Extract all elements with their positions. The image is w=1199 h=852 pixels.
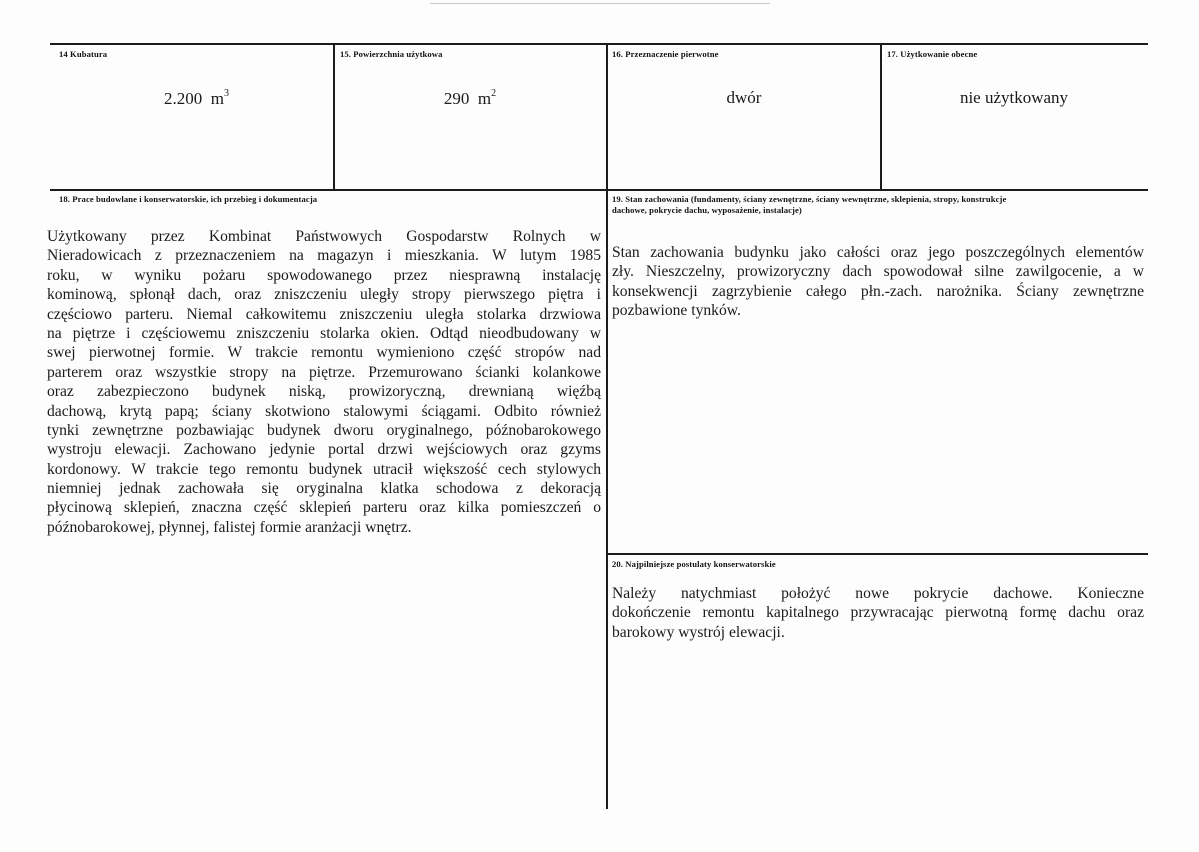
section-18-label: 18. Prace budowlane i konserwatorskie, ich przebieg i dokumentacja — [59, 194, 318, 204]
divider-15-16 — [606, 43, 608, 809]
section-19-line: Stan zachowania budynku jako całości oraz jego poszczególnych elementów — [612, 244, 1144, 261]
field-14-label: 14 Kubatura — [59, 49, 108, 59]
section-18-line: częściowo parteru. Niemal całkowitemu zniszczeniu uległa stolarka drzwiowa — [47, 305, 601, 323]
section-19-line: pozbawione tynków. — [612, 302, 741, 320]
field-15-unit-exponent: 2 — [491, 88, 497, 99]
field-17-value: nie użytkowany — [959, 88, 1069, 107]
section-18-line: roku, w wyniku pożaru spowodowanego przez niesprawną instalację — [47, 266, 601, 284]
section-18-line: Nieradowicach z przeznaczeniem na magazyn i mieszkania. W lutym 1985 — [47, 247, 601, 265]
section-18-line: swej pierwotnej formie. W trakcie remontu wymieniono część stropów nad — [47, 344, 601, 362]
top-rule — [50, 43, 1148, 45]
section-20-line: dokończenie remontu kapitalnego przywracając pierwotną formę dachu oraz — [612, 604, 1144, 622]
divider-14-15 — [333, 43, 335, 190]
field-14-unit: m — [210, 89, 224, 108]
field-17-label: 17. Użytkowanie obecne — [887, 49, 978, 59]
section-18-line: kominową, spłonął dach, oraz zniszczeniu uległy stropy pierwszego piętra i — [47, 286, 601, 304]
section-19-body — [612, 243, 1144, 321]
section-18-line: tynki zewnętrzne pozbawiając budynek dworu oryginalnego, późnobarokowego — [47, 421, 601, 439]
field-15-unit: m — [477, 89, 492, 108]
rule-20 — [607, 553, 1148, 555]
mid-rule — [50, 189, 1148, 191]
section-18-line: późnobarokowej, płynnej, falistej formie aranżacji wnętrz. — [47, 518, 412, 536]
section-19-label-line2: dachowe, pokrycie dachu, wyposażenie, instalacje) — [612, 205, 802, 215]
section-18-line: wystroju elewacji. Zachowano jedynie portal drzwi wejściowych oraz gzyms — [47, 441, 601, 459]
field-16-value: dwór — [726, 88, 762, 107]
section-18-body — [47, 227, 601, 537]
section-18-line: kordonowy. W trakcie tego remontu budynek utracił większość cech stylowych — [47, 460, 601, 478]
section-20-label: 20. Najpilniejsze postulaty konserwatorskie — [612, 559, 776, 569]
section-18-line: na piętrze i częściowemu zniszczeniu stolarka okien. Odtąd nieodbudowany w — [47, 324, 601, 342]
section-19-label-line1: 19. Stan zachowania (fundamenty, ściany zewnętrzne, ściany wewnętrzne, sklepienia, stropy, konstrukcje — [612, 194, 1007, 204]
section-18-line: parterem oraz wszystkie stropy na piętrze. Przemurowano ścianki kolankowe — [47, 363, 601, 381]
field-14-number: 2.200 — [164, 89, 203, 108]
section-18-line: płycinową sklepień, znaczna część sklepień parteru oraz kilka pomieszczeń o — [47, 499, 601, 517]
section-18-line: oraz zabezpieczono budynek niską, prowizoryczną, drewnianą więźbą — [47, 383, 601, 401]
section-18-line: niemniej jednak zachowała się oryginalna klatka schodowa z dekoracją — [47, 480, 601, 498]
field-15-label: 15. Powierzchnia użytkowa — [340, 49, 443, 59]
field-16-label: 16. Przeznaczenie pierwotne — [612, 49, 719, 59]
section-19-line: konsekwencji zagrzybienie całego płn.-zach. narożnika. Ściany zewnętrzne — [612, 282, 1144, 300]
section-20-line: Należy natychmiast położyć nowe pokrycie dachowe. Konieczne — [612, 585, 1144, 602]
field-15-number: 290 — [443, 89, 470, 108]
divider-16-17 — [880, 43, 882, 190]
field-14-unit-exponent: 3 — [223, 88, 229, 99]
section-18-line: Użytkowany przez Kombinat Państwowych Gospodarstw Rolnych w — [47, 228, 601, 245]
section-18-line: dachową, krytą papą; ściany skotwiono stalowymi ściągami. Odbito również — [47, 402, 601, 420]
section-20-body — [612, 584, 1144, 642]
field-15-value — [334, 88, 606, 109]
scan-edge-line — [430, 3, 770, 4]
section-20-line: barokowy wystrój elewacji. — [612, 623, 785, 641]
section-19-line: zły. Nieszczelny, prowizoryczny dach spowodował silne zawilgocenie, a w — [612, 263, 1144, 281]
field-14-value — [60, 88, 333, 109]
